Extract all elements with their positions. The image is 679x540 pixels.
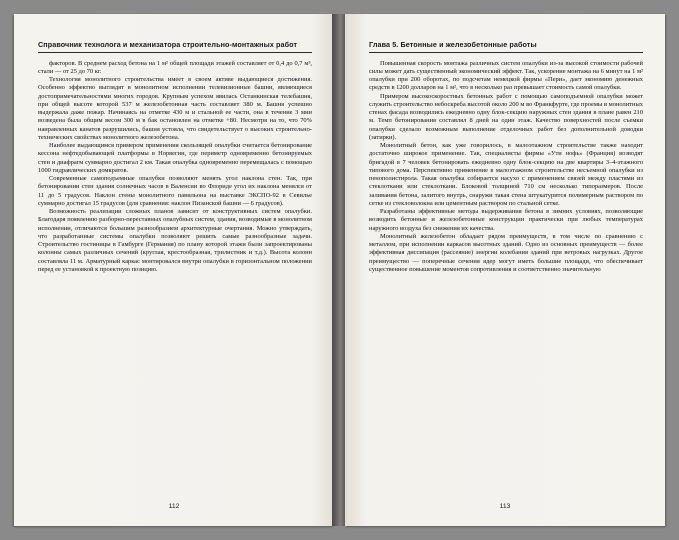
right-page — [345, 14, 665, 526]
right-running-head: Глава 5. Бетонные и железобетонные работы — [369, 40, 537, 49]
paragraph: факторов. В среднем расход бетона на 1 м² общей площади этажей составляет от 0,4 до 0,7 м³, стали — от 25 до 70 кг. — [38, 59, 312, 75]
right-folio: 113 — [499, 503, 511, 510]
paragraph: Разработаны эффективные методы выдерживания бетона в зимних условиях, позволяющие возводить бетонные и железобетонные конструкции практически при любых температурах наружного воздуха без снижения их качества. — [369, 208, 643, 232]
paragraph: Возможность реализации сложных планов зависит от конструктивных систем опалубки. Благодаря появлению разборно-переставных опалубных систем, здания, возводимые в монолитном исполнении, отличаются большим разнообразием архитектурные очертания. Можно утверждать, что разработанные системы опалубки позволяют решить самые разнообразные задачи. Строительство гостиницы в Гамбурге (Германия) по плану которой этажи были запроектированы колонны самых различных сечений (круглая, крестообразная, трилистник и т.д.). Высота колонн составляла 11 м. Арматурный каркас монтировался внутри опалубки в горизонтальном положении перед ее установкой к проектную позицию. — [38, 208, 312, 273]
paragraph: Технология монолитного строительства имеет в своем активе выдающиеся достижения. Особенно эффектно выглядят в монолитном исполнении телевизионные башни, являющиеся достопримечательностями многих городов. Крупным успехом явилась Останкинская телебашня, при общей высоте которой 537 м железобетонная часть составляет 380 м. Башня успешно выдержала даже пожар. Начинаясь на отметке 430 м и стальной ее части, она в течение 3 мин возведена была общим весом 300 м в бак остановлен на отметке +80. Несмотря на то, что 70% наиравленных канатов разрушились, башня устояла, что свидетельствует о высоких строительно-технических свойствах монолитного железобетона. — [38, 76, 312, 141]
left-page — [14, 14, 334, 526]
left-folio: 112 — [168, 503, 180, 510]
left-header-rule — [38, 52, 312, 53]
left-running-head: Справочник технолога и механизатора строительно-монтажных работ — [38, 40, 298, 49]
paragraph: Монолитный бетон, как уже говорилось, в малоэтажном строительстве также находит достаточно широкое применение. Так, специалисты фирмы «Ути нофь» (Франция) возводят бригадой в 7 человек бетонировать ежедневно одну блок-секцию на две квартиры 3–4-этажного типового дома. Перспективно применение в малоэтажном строительстве несъемной опалубки из пенополистирола. Такая опалубка собирается насухо с применением связей между пластями из стеклоткани или стеклоткани. Блоковой толщиной 710 см несколько типоразмеров. После заливания бетона, залитого внутрь, снаружи такая стена штукатурится полимерным раствором по сетке из стекловолокна или цементным раствором по стальной сетке. — [369, 142, 643, 207]
paragraph: Примером высокоскоростных бетонных работ с помощью самоподъемной опалубки может служить строительство небоскреба высотой около 200 м во Франкфурте, где проемы в монолитных стенах фасада возводились ежедневно одну блок-секцию наружных стен здания в плане равен 210 м. Темп бетонирования составлял 8 дней на один этаж. Качество поверхностей после съемки опалубки сделало возможным выполнение отделочных работ без дополнительной доводки (затирки). — [369, 92, 643, 141]
paragraph: Современные самоподъемные опалубки позволяют менять угол наклона стен. Так, при бетонировании стен здания солнечных часов в Валенсии во Флориде угол их наклона менялся от 11 до 5 градусов. Наклон стены монолитного павильона на выставке ЭКСПО-92 в Севилье суммарно достигал 15 градусов (для сравнения: наклон Пизанской башни — 6 градусов). — [38, 175, 312, 207]
paragraph: Повышенная скорость монтажа различных систем опалубки из-за высокой стоимости рабочей силы может дать существенный экономический эффект. Так, ускорение монтажа на 6 минут на 1 м² опалубки при 200 оборотах, по подсчетам немецкой фирмы «Пери», дает экономию денежных средств в 1200 долларов на 1 м², что в несколько раз превышает стоимость самой опалубки. — [369, 59, 643, 92]
left-body-text — [38, 60, 312, 500]
paragraph: Монолитный железобетон обладает рядом преимуществ, в том числе по сравнению с металлом, при исполнении каркасов высотных зданий. Одно из основных преимуществ — более эффективная диссипация (рассеяние) энергии колебания зданий при ветровых нагрузках. Другое преимущество — поперечные сечения ядер могут иметь большие площади, что обеспечивает существенное повышение моментов сопротивления и соответственно значительную — [369, 232, 643, 273]
paragraph: Наиболее выдающимся примером применения скользящей опалубки считается бетонирование кессона нефтедобывающей платформы в Норвегии, где периметр одновременно бетонируемых стен и диафрагм суммарно достигал 2 км. Такая опалубка одновременно перемещалась с помощью 1000 гидравлических домкратов. — [38, 142, 312, 174]
book-gutter — [332, 14, 346, 526]
right-header-rule — [369, 52, 643, 53]
right-body-text — [369, 60, 643, 500]
